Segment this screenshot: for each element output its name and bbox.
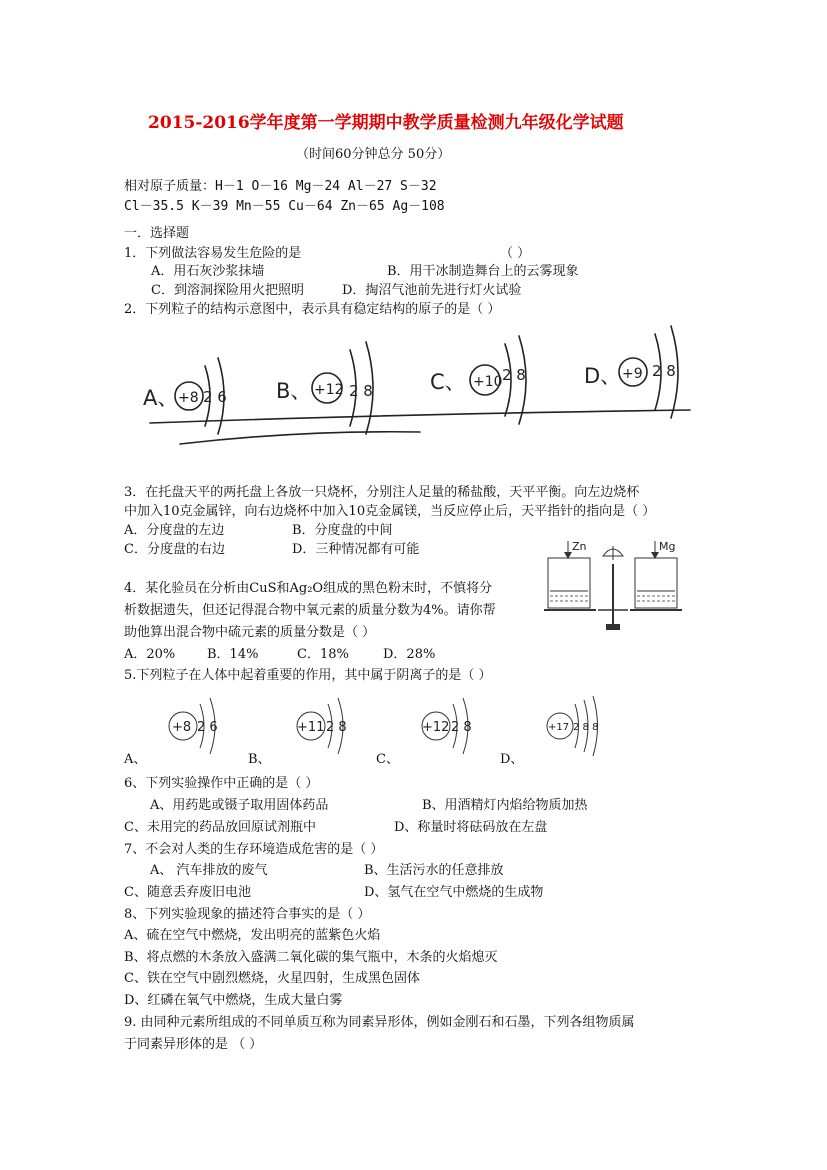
- q2-option-b-letter: B、: [276, 379, 312, 403]
- q5-option-b-nucleus: +11: [297, 720, 325, 735]
- q5-option-b-diagram: [297, 698, 347, 754]
- mg-label: Mg: [659, 540, 676, 553]
- q6-option-b: B、用酒精灯内焰给物质加热: [422, 798, 588, 813]
- q7-option-c: C、随意丢弃废旧电池: [124, 885, 251, 900]
- exam-time-note: （时间60分钟总分 50分）: [296, 147, 451, 162]
- q8-option-a: A、硫在空气中燃烧，发出明亮的蓝紫色火焰: [124, 928, 381, 943]
- q8-option-c: C、铁在空气中剧烈燃烧，火星四射，生成黑色固体: [124, 971, 420, 986]
- q7-option-b: B、生活污水的任意排放: [364, 863, 504, 878]
- q2-option-d-shells: 2 8: [652, 362, 676, 380]
- q6-option-a: A、用药匙或镊子取用固体药品: [150, 798, 329, 813]
- q5-option-a-nucleus: +8: [172, 720, 192, 735]
- q4-option-b: B．14%: [207, 647, 259, 662]
- atomic-mass-line-1: 相对原子质量：H－1 O－16 Mg－24 Al－27 S－32: [124, 179, 437, 194]
- q5-option-a-diagram: [169, 698, 218, 754]
- q6-option-d: D、称量时将砝码放在左盘: [394, 820, 548, 835]
- q6-stem: 6、下列实验操作中正确的是（ ）: [124, 776, 319, 791]
- q5-option-d-shells: 2 8 8: [573, 722, 599, 733]
- q4-option-c: C．18%: [297, 647, 349, 662]
- q7-stem: 7、不会对人类的生存环境造成危害的是（ ）: [124, 842, 384, 857]
- q2-handwritten-diagram: [0, 318, 827, 458]
- q5-option-b-shells: 2 8: [326, 720, 347, 735]
- q2-option-c-letter: C、: [430, 370, 466, 394]
- balance-diagram: [540, 536, 700, 636]
- q6-option-c: C、未用完的药品放回原试剂瓶中: [124, 820, 316, 835]
- q5-option-a-shells: 2 6: [197, 720, 218, 735]
- q1-option-c: C．到溶洞探险用火把照明: [151, 283, 304, 298]
- q2-option-d-diagram: [584, 326, 678, 418]
- q5-option-c-shells: 2 8: [451, 720, 472, 735]
- q4-stem-line-3: 助他算出混合物中硫元素的质量分数是（ ）: [124, 625, 376, 640]
- q2-option-b-diagram: [276, 342, 373, 434]
- q1-stem: 1．下列做法容易发生危险的是: [124, 246, 302, 261]
- q5-option-d-diagram: [547, 696, 598, 756]
- q3-stem-line-1: 3．在托盘天平的两托盘上各放一只烧杯，分别注人足量的稀盐酸，天平平衡。向左边烧杯: [124, 485, 640, 500]
- q2-option-d-letter: D、: [584, 364, 622, 388]
- q2-option-b-nucleus: +12: [314, 382, 344, 398]
- atomic-mass-line-2: Cl－35.5 K－39 Mn－55 Cu－64 Zn－65 Ag－108: [124, 199, 445, 214]
- q2-stem: 2．下列粒子的结构示意图中，表示具有稳定结构的原子的是（ ）: [124, 302, 501, 317]
- q7-option-a: A、 汽车排放的废气: [150, 863, 268, 878]
- q1-option-b: B．用干冰制造舞台上的云雾现象: [387, 264, 579, 279]
- q8-option-d: D、红磷在氧气中燃烧，生成大量白雾: [124, 993, 343, 1008]
- q9-stem-line-1: 9. 由同种元素所组成的不同单质互称为同素异形体，例如金刚石和石墨，下列各组物质属: [124, 1015, 635, 1030]
- section-heading: 一．选择题: [124, 226, 190, 241]
- q5-option-d-nucleus: +17: [548, 722, 570, 733]
- q4-option-a: A．20%: [124, 647, 176, 662]
- q2-option-c-diagram: [430, 336, 526, 424]
- q5-option-c-nucleus: +12: [422, 720, 450, 735]
- q3-option-c: C．分度盘的右边: [124, 542, 225, 557]
- q8-stem: 8、下列实验现象的描述符合事实的是（ ）: [124, 907, 371, 922]
- q8-option-b: B、将点燃的木条放入盛满二氧化碳的集气瓶中，木条的火焰熄灭: [124, 950, 498, 965]
- q7-option-d: D、氢气在空气中燃烧的生成物: [364, 885, 544, 900]
- q3-option-b: B．分度盘的中间: [292, 523, 393, 538]
- q5-option-d-letter: D、: [500, 752, 524, 767]
- q2-option-a-nucleus: +8: [178, 390, 199, 406]
- page-title: 2015-2016学年度第一学期期中教学质量检测九年级化学试题: [148, 113, 624, 133]
- zn-label: Zn: [572, 540, 587, 553]
- q5-stem: 5.下列粒子在人体中起着重要的作用，其中属于阴离子的是（ ）: [124, 668, 492, 683]
- q2-option-b-shells: 2 8: [349, 382, 373, 400]
- q4-stem-line-2: 析数据遗失，但还记得混合物中氧元素的质量分数为4%。请你帮: [124, 603, 496, 618]
- q9-stem-line-2: 于同素异形体的是 （ ）: [124, 1037, 263, 1052]
- q4-stem-line-1: 4．某化验员在分析由CuS和Ag₂O组成的黑色粉末时，不慎将分: [124, 581, 493, 596]
- q2-option-a-shells: 2 6: [203, 388, 227, 406]
- q3-stem-line-2: 中加入10克金属锌，向右边烧杯中加入10克金属镁，当反应停止后，天平指针的指向是（ ）: [124, 504, 656, 519]
- q4-option-d: D．28%: [383, 647, 436, 662]
- q5-option-a-letter: A、: [124, 752, 147, 767]
- q2-option-d-nucleus: +9: [622, 366, 643, 382]
- q5-option-c-diagram: [422, 698, 472, 754]
- q3-option-d: D．三种情况都有可能: [292, 542, 420, 557]
- q5-option-b-letter: B、: [248, 752, 271, 767]
- q1-option-d: D．掏沼气池前先进行灯火试验: [342, 283, 522, 298]
- q1-answer-blank: （ ）: [500, 246, 531, 261]
- q5-option-c-letter: C、: [376, 752, 399, 767]
- q3-option-a: A．分度盘的左边: [124, 523, 225, 538]
- q1-option-a: A．用石灰沙浆抹墙: [151, 264, 265, 279]
- q2-option-c-nucleus: +10: [473, 374, 503, 390]
- q2-option-a-letter: A、: [143, 386, 179, 410]
- q2-option-c-shells: 2 8: [502, 366, 526, 384]
